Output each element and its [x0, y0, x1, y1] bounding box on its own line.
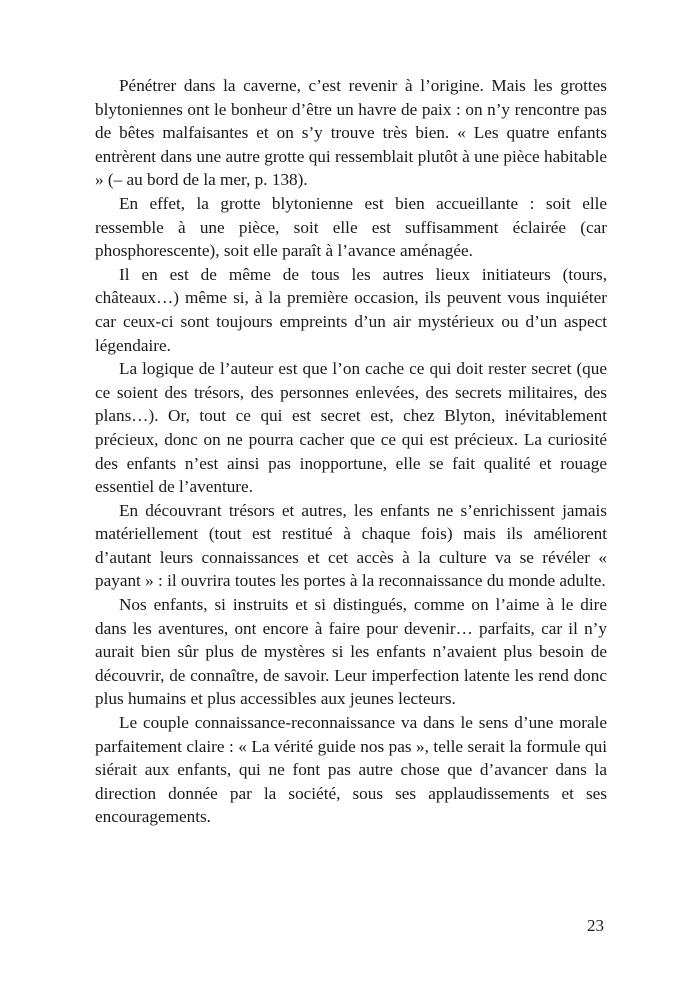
- paragraph-7: Le couple connaissance-reconnaissance va dans le sens d’une morale parfaitement claire : « La vérité guide nos pas », telle serait la formule qui siérait aux enfants, qui ne font pas autre chose que d’avancer dans la direction donnée par la société, sous ses applaudissements et ses encouragements.: [95, 713, 607, 827]
- body-text: [95, 74, 607, 829]
- paragraph-1: Pénétrer dans la caverne, c’est revenir à l’origine. Mais les grottes blytoniennes ont le bonheur d’être un havre de paix : on n’y rencontre pas de bêtes malfaisantes et on s’y trouve très bien. « Les quatre enfants entrèrent dans une autre grotte qui ressemblait plutôt à une pièce habitable » (– au bord de la mer, p. 138).: [95, 76, 607, 190]
- paragraph-4: La logique de l’auteur est que l’on cache ce qui doit rester secret (que ce soient des trésors, des personnes enlevées, des secrets militaires, des plans…). Or, tout ce qui est secret est, chez Blyton, inévitablement précieux, donc on ne pourra cacher que ce qui est précieux. La curiosité des enfants n’est ainsi pas inopportune, elle se fait qualité et rouage essentiel de l’aventure.: [95, 359, 607, 497]
- paragraph-5: En découvrant trésors et autres, les enfants ne s’enrichissent jamais matériellement (tout est restitué à chaque fois) mais ils améliorent d’autant leurs connaissances et cet accès à la culture va se révéler « payant » : il ouvrira toutes les portes à la reconnaissance du monde adulte.: [95, 500, 607, 591]
- paragraph-3: Il en est de même de tous les autres lieux initiateurs (tours, châteaux…) même si, à la première occasion, ils peuvent vous inquiéter car ceux-ci sont toujours empreints d’un air mystérieux ou d’un aspect légendaire.: [95, 264, 607, 355]
- page-number: 23: [587, 916, 604, 935]
- paragraph-6: Nos enfants, si instruits et si distingués, comme on l’aime à le dire dans les aventures, ont encore à faire pour devenir… parfaits, car il n’y aurait bien sûr plus de mystères si les enfants n’avaient plus besoin de découvrir, de connaître, de savoir. Leur imperfection latente les rend donc plus humains et plus accessibles aux jeunes lecteurs.: [95, 595, 607, 709]
- paragraph-2: En effet, la grotte blytonienne est bien accueillante : soit elle ressemble à une pièce, soit elle est suffisamment éclairée (car phosphorescente), soit elle paraît à l’avance aménagée.: [95, 193, 607, 261]
